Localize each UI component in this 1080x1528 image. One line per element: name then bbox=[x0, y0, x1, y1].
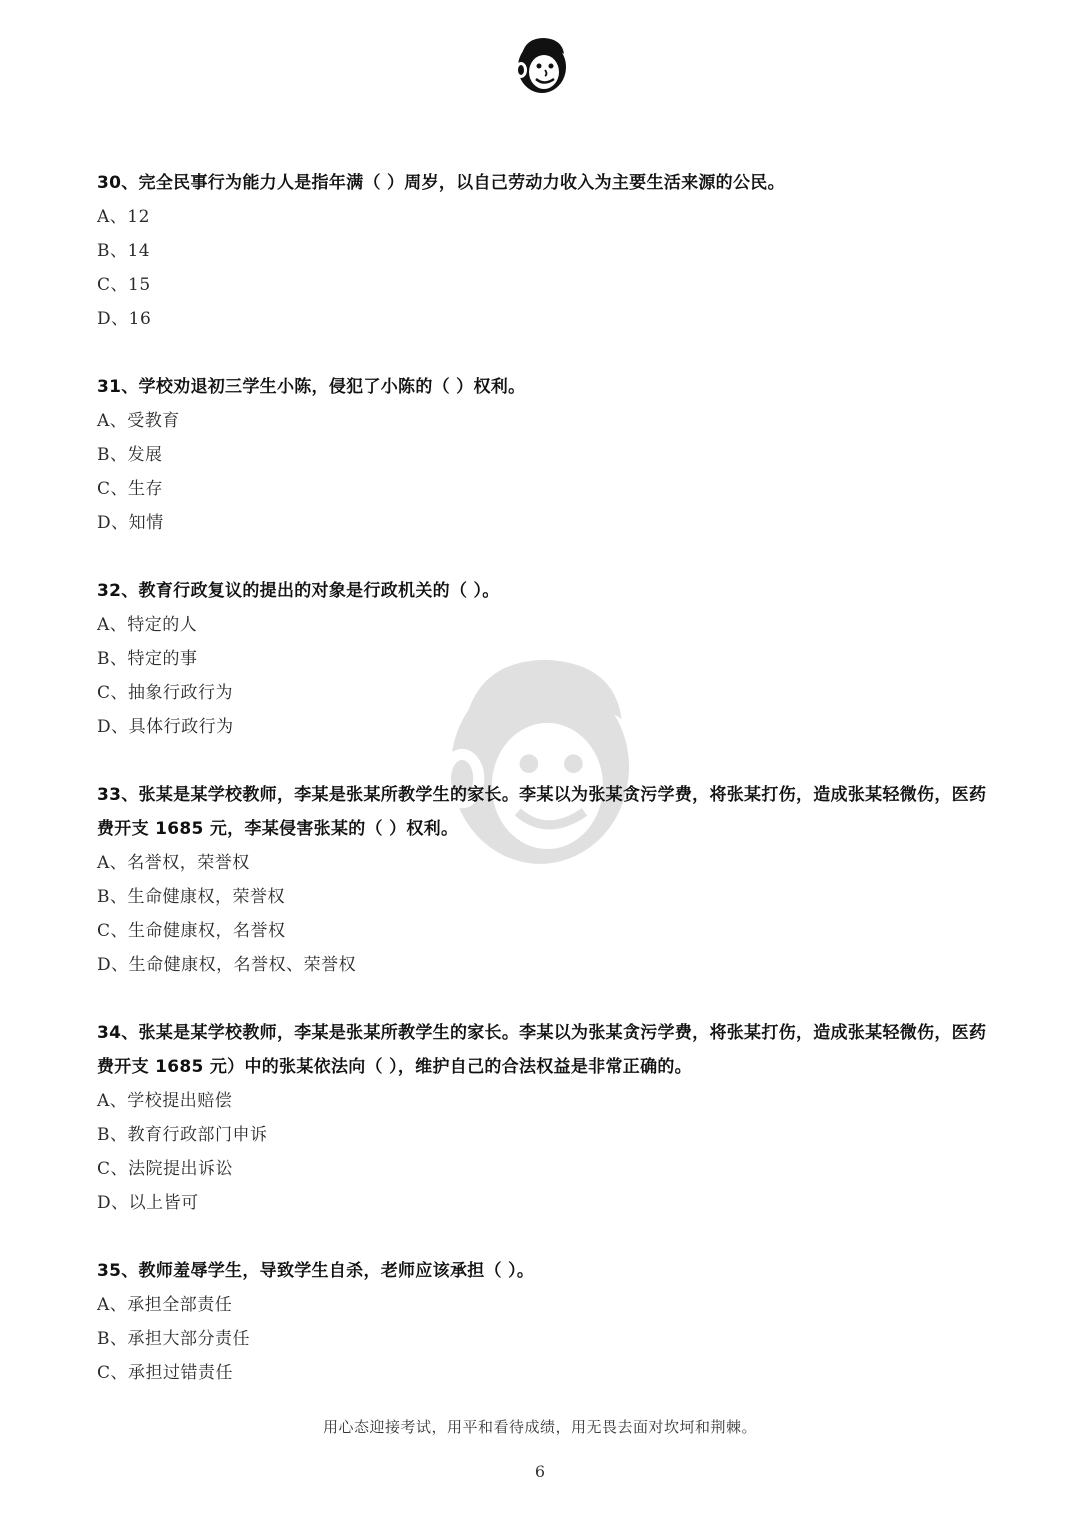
option-c: C、承担过错责任 bbox=[97, 1363, 234, 1383]
option-b: B、特定的事 bbox=[97, 649, 198, 669]
question-stem: 33、张某是某学校教师，李某是张某所教学生的家长。李某以为张某贪污学费，将张某打伤，造成张某轻微伤，医药费开支 1685 元，李某侵害张某的（ ）权利。 bbox=[97, 785, 987, 839]
question-31 bbox=[97, 370, 997, 540]
option-d: D、以上皆可 bbox=[97, 1193, 199, 1213]
option-b: B、教育行政部门申诉 bbox=[97, 1125, 268, 1145]
option-c: C、15 bbox=[97, 275, 151, 295]
question-34 bbox=[97, 1016, 997, 1220]
question-stem: 35、教师羞辱学生，导致学生自杀，老师应该承担（ ）。 bbox=[97, 1261, 535, 1281]
option-a: A、12 bbox=[97, 207, 150, 227]
monkey-mascot-icon bbox=[512, 34, 572, 96]
option-d: D、具体行政行为 bbox=[97, 717, 234, 737]
option-b: B、承担大部分责任 bbox=[97, 1329, 250, 1349]
option-a: A、特定的人 bbox=[97, 615, 198, 635]
option-d: D、16 bbox=[97, 309, 152, 329]
page-number: 6 bbox=[534, 1462, 546, 1481]
question-list bbox=[97, 166, 997, 1424]
option-b: B、生命健康权，荣誉权 bbox=[97, 887, 285, 907]
question-stem: 31、学校劝退初三学生小陈，侵犯了小陈的（ ）权利。 bbox=[97, 377, 526, 397]
question-32 bbox=[97, 574, 997, 744]
option-c: C、生命健康权，名誉权 bbox=[97, 921, 286, 941]
option-a: A、名誉权，荣誉权 bbox=[97, 853, 250, 873]
footer-motto: 用心态迎接考试，用平和看待成绩，用无畏去面对坎坷和荆棘。 bbox=[322, 1418, 757, 1436]
option-d: D、生命健康权，名誉权、荣誉权 bbox=[97, 955, 357, 975]
option-a: A、学校提出赔偿 bbox=[97, 1091, 233, 1111]
option-d: D、知情 bbox=[97, 513, 164, 533]
option-b: B、发展 bbox=[97, 445, 163, 465]
option-b: B、14 bbox=[97, 241, 151, 261]
option-a: A、承担全部责任 bbox=[97, 1295, 233, 1315]
question-stem: 30、完全民事行为能力人是指年满（ ）周岁，以自己劳动力收入为主要生活来源的公民。 bbox=[97, 173, 785, 193]
option-c: C、抽象行政行为 bbox=[97, 683, 234, 703]
option-a: A、受教育 bbox=[97, 411, 180, 431]
question-35 bbox=[97, 1254, 997, 1390]
question-stem: 34、张某是某学校教师，李某是张某所教学生的家长。李某以为张某贪污学费，将张某打伤，造成张某轻微伤，医药费开支 1685 元）中的张某依法向（ ），维护自己的合法权益是非常正确的。 bbox=[97, 1023, 987, 1077]
question-stem: 32、教育行政复议的提出的对象是行政机关的（ ）。 bbox=[97, 581, 500, 601]
option-c: C、生存 bbox=[97, 479, 164, 499]
option-c: C、法院提出诉讼 bbox=[97, 1159, 234, 1179]
question-33 bbox=[97, 778, 997, 982]
question-30 bbox=[97, 166, 997, 336]
